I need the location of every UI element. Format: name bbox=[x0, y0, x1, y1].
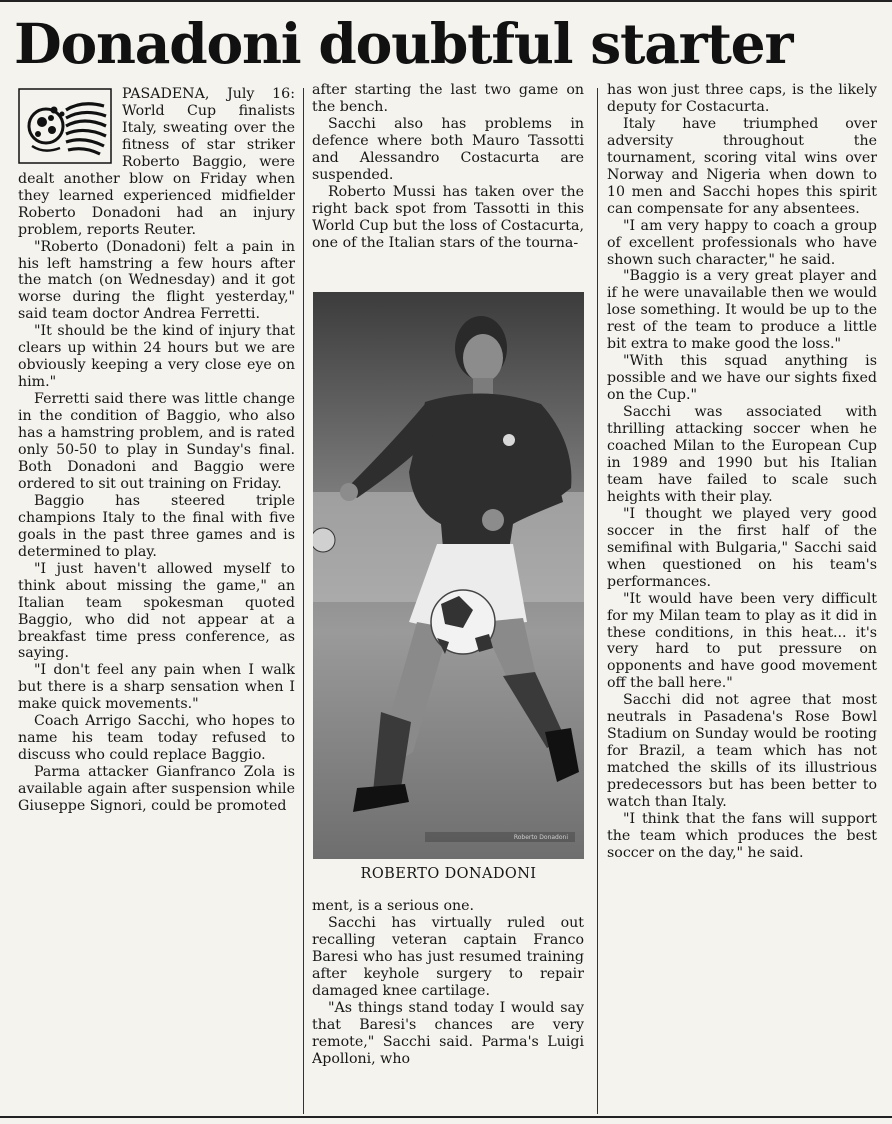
soccer-player-photo bbox=[313, 292, 584, 859]
paragraph: Sacchi did not agree that most neutrals in Pasadena's Rose Bowl Stadium on Sunday would be rooting for Brazil, a team which has not matched the skills of its illustrious predecessors but has been better to watch than Italy. bbox=[607, 692, 877, 811]
paragraph: Roberto Mussi has taken over the right back spot from Tassotti in this World Cup but the loss of Costacurta, one of the Italian stars of the tourna- bbox=[312, 183, 584, 251]
paragraph: Italy have triumphed over adversity throughout the tournament, scoring vital wins over Norway and Nigeria when down to 10 men and Sacchi hopes this spirit can compensate for any absentees. bbox=[607, 115, 877, 217]
paragraph: after starting the last two game on the bench. bbox=[312, 82, 584, 115]
paragraph: Ferretti said there was little change in the condition of Baggio, who also has a hamstring problem, and is rated only 50-50 to play in Sunday's final. Both Donadoni and Baggio were ordered to sit out training on Friday. bbox=[18, 391, 295, 492]
paragraph: "I am very happy to coach a group of excellent professionals who have shown such character," he said. bbox=[607, 217, 877, 268]
paragraph: "It would have been very difficult for my Milan team to play as it did in these conditions, in this heat... it's very hard to put pressure on opponents and have good movement off the ball here." bbox=[607, 590, 877, 692]
column-2-bottom bbox=[312, 898, 584, 1116]
paragraph: "I don't feel any pain when I walk but there is a sharp sensation when I make quick movements." bbox=[18, 662, 295, 713]
headline: Donadoni doubtful starter bbox=[14, 11, 793, 76]
column-2-top bbox=[312, 82, 584, 286]
paragraph: Sacchi has virtually ruled out recalling veteran captain Franco Baresi who has just resumed training after keyhole surgery to repair damaged knee cartilage. bbox=[312, 914, 584, 999]
paragraph: Sacchi also has problems in defence where both Mauro Tassotti and Alessandro Costacurta are suspended. bbox=[312, 115, 584, 183]
paragraph: PASADENA, July 16: World Cup finalists Italy, sweating over the fitness of star striker Roberto Baggio, were dealt another blow on Friday when they learned experienced midfielder Roberto Donadoni had an injury problem, reports Reuter. bbox=[18, 86, 295, 238]
top-rule bbox=[0, 0, 892, 2]
paragraph: "It should be the kind of injury that clears up within 24 hours but we are obviously keeping a very close eye on him." bbox=[18, 323, 295, 391]
photo-credit: Roberto Donadoni bbox=[513, 834, 568, 841]
bottom-rule bbox=[0, 1116, 892, 1118]
paragraph: Sacchi was associated with thrilling attacking soccer when he coached Milan to the European Cup in 1989 and 1990 but his Italian team have failed to scale such heights with their play. bbox=[607, 404, 877, 505]
paragraph: "Baggio is a very great player and if he were unavailable then we would lose something. It would be up to the rest of the team to produce a little bit extra to make good the loss." bbox=[607, 268, 877, 353]
paragraph: Parma attacker Gianfranco Zola is available again after suspension while Giuseppe Signori, could be promoted bbox=[18, 764, 295, 815]
paragraph: "I just haven't allowed myself to think about missing the game," an Italian team spokesman quoted Baggio, who did not appear at a breakfast time press conference, as saying. bbox=[18, 560, 295, 662]
column-divider bbox=[303, 88, 304, 1114]
paragraph: Baggio has steered triple champions Italy to the final with five goals in the past three games and is determined to play. bbox=[18, 492, 295, 560]
paragraph: Coach Arrigo Sacchi, who hopes to name his team today refused to discuss who could replace Baggio. bbox=[18, 713, 295, 764]
paragraph: ment, is a serious one. bbox=[312, 898, 475, 914]
column-1 bbox=[18, 86, 295, 1116]
paragraph: "As things stand today I would say that Baresi's chances are very remote," Sacchi said. Parma's Luigi Apolloni, who bbox=[312, 999, 584, 1067]
paragraph: "Roberto (Donadoni) felt a pain in his left hamstring a few hours after the match (on Wednesday) and it got worse during the flight yesterday," said team doctor Andrea Ferretti. bbox=[18, 238, 295, 323]
paragraph: "I think that the fans will support the team which produces the best soccer on the day," he said. bbox=[607, 810, 877, 861]
column-3 bbox=[607, 82, 877, 1116]
photo-caption: ROBERTO DONADONI bbox=[360, 866, 537, 882]
paragraph: has won just three caps, is the likely deputy for Costacurta. bbox=[607, 82, 877, 115]
paragraph: "I thought we played very good soccer in the first half of the semifinal with Bulgaria," Sacchi said when questioned on his team's performances. bbox=[607, 505, 877, 590]
column-divider bbox=[597, 88, 598, 1114]
paragraph: "With this squad anything is possible and we have our sights fixed on the Cup." bbox=[607, 353, 877, 404]
world-cup-logo-icon bbox=[18, 88, 112, 164]
